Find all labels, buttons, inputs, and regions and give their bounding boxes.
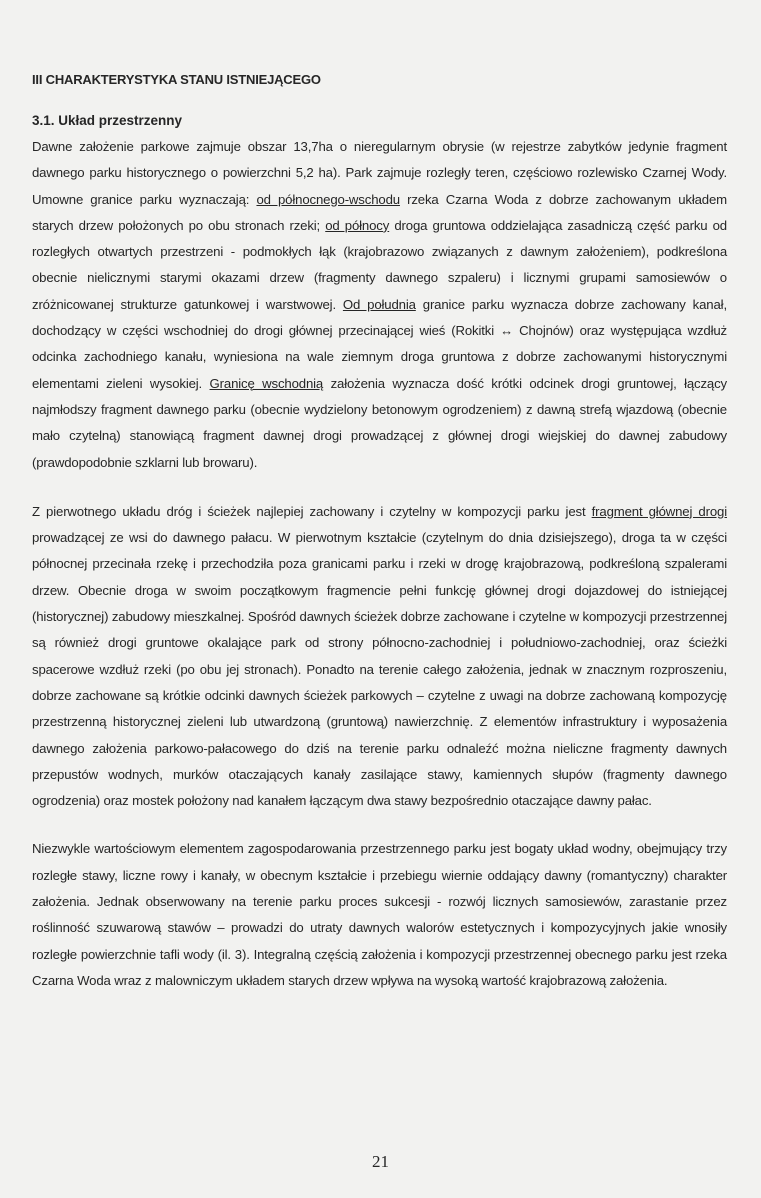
text-run: granice parku wyznacza dobrze zachowany kanał, dochodzący w części wschodniej do drogi głównej przecinającej wieś (Rokitki ↔ Chojnów) oraz występująca wzdłuż odcinka zachodniego kanału, wyniesiona na wale ziemnym droga gruntowa z dobrze zachowanymi historycznymi elementami zieleni wysokiej. <box>32 296 727 391</box>
underlined-phrase: Od południa <box>342 296 416 312</box>
text-run: droga gruntowa oddzielająca zasadniczą część parku od rozległych otwartych przestrzeni - podmokłych łąk (krajobrazowo związanych z dawnym założeniem), podkreślona obecnie nielicznymi starymi okazami drzew (fragmenty dawnego szpaleru) i licznymi grupami samosiewów o zróżnicowanej strukturze gatunkowej i warstwowej. <box>32 217 727 312</box>
text-run: założenia wyznacza dość krótki odcinek drogi gruntowej, łączący najmłodszy fragment dawnego parku (obecnie wydzielony betonowym ogrodzeniem) z dawną strefą wjazdową (obecnie mało czytelną) stanowiącą fragment dawnej drogi prowadzącej z głównej drogi wiejskiej do dawnej zabudowy (prawdopodobnie szklarni lub browaru). <box>32 375 727 470</box>
page-number: 21 <box>372 1152 389 1171</box>
underlined-phrase: fragment głównej drogi <box>591 503 727 519</box>
page-content <box>32 72 727 994</box>
text-run: Z pierwotnego układu dróg i ścieżek najlepiej zachowany i czytelny w kompozycji parku jest <box>32 503 592 519</box>
text-run: rzeka Czarna Woda z dobrze zachowanym układem starych drzew położonych po obu stronach rzeki; <box>32 191 727 233</box>
paragraph-roads <box>32 499 727 815</box>
underlined-phrase: od północnego-wschodu <box>256 191 400 207</box>
chapter-heading: III CHARAKTERYSTYKA STANU ISTNIEJĄCEGO <box>32 72 321 87</box>
paragraph-boundaries <box>32 134 727 476</box>
underlined-phrase: Granicę wschodnią <box>209 375 324 391</box>
section-heading: 3.1. Układ przestrzenny <box>32 113 183 128</box>
text-run: Dawne założenie parkowe zajmuje obszar 13,7ha o nieregularnym obrysie (w rejestrze zabytków jedynie fragment dawnego parku historycznego o powierzchni 5,2 ha). Park zajmuje rozległy teren, częściowo rozlewisko Czarnej Wody. Umowne granice parku wyznaczają: <box>32 139 727 207</box>
paragraph-water-system: Niezwykle wartościowym elementem zagospodarowania przestrzennego parku jest bogaty układ wodny, obejmujący trzy rozległe stawy, liczne rowy i kanały, w obecnym kształcie i przebiegu wiernie oddający dawny (romantyczny) charakter założenia. Jednak obserwowany na terenie parku proces sukcesji - rozwój licznych samosiewów, zarastanie przez roślinność szuwarową stawów – prowadzi do utraty dawnych walorów estetycznych i kompozycyjnych jakie wnosiły rozległe powierzchnie tafli wody (il. 3). Integralną częścią założenia i kompozycji przestrzennej obecnego parku jest rzeka Czarna Woda wraz z malowniczym układem starych drzew wpływa na wysoką wartość krajobrazową założenia. <box>32 841 727 988</box>
text-run: prowadzącej ze wsi do dawnego pałacu. W pierwotnym kształcie (czytelnym do dnia dzisiejszego), droga ta w części północnej przecinała rzekę i przechodziła poza granicami parku i rzeki w drogę krajobrazową, podkreśloną szpalerami drzew. Obecnie droga w swoim początkowym fragmencie pełni funkcję głównej drogi dojazdowej do istniejącej (historycznej) zabudowy mieszkalnej. Spośród dawnych ścieżek dobrze zachowane i czytelne w kompozycji przestrzennej są również drogi gruntowe okalające park od strony północno-zachodniej i południowo-zachodniej, oraz ścieżki spacerowe wzdłuż rzeki (po obu jej stronach). Ponadto na terenie całego założenia, jednak w znacznym rozproszeniu, dobrze zachowane są krótkie odcinki dawnych ścieżek parkowych – czytelne z uwagi na dobrze zachowaną kompozycję przestrzenną historycznej zieleni lub utwardzoną (gruntową) nawierzchnię. Z elementów infrastruktury i wyposażenia dawnego założenia parkowo-pałacowego do dziś na terenie parku odnaleźć można nieliczne fragmenty dawnych przepustów wodnych, murków otaczających kanały zasilające stawy, kamiennych słupów (fragmenty dawnego ogrodzenia) oraz mostek położony nad kanałem łączącym dwa stawy bezpośrednio otaczające dawny pałac. <box>32 530 727 809</box>
underlined-phrase: od północy <box>325 217 390 233</box>
